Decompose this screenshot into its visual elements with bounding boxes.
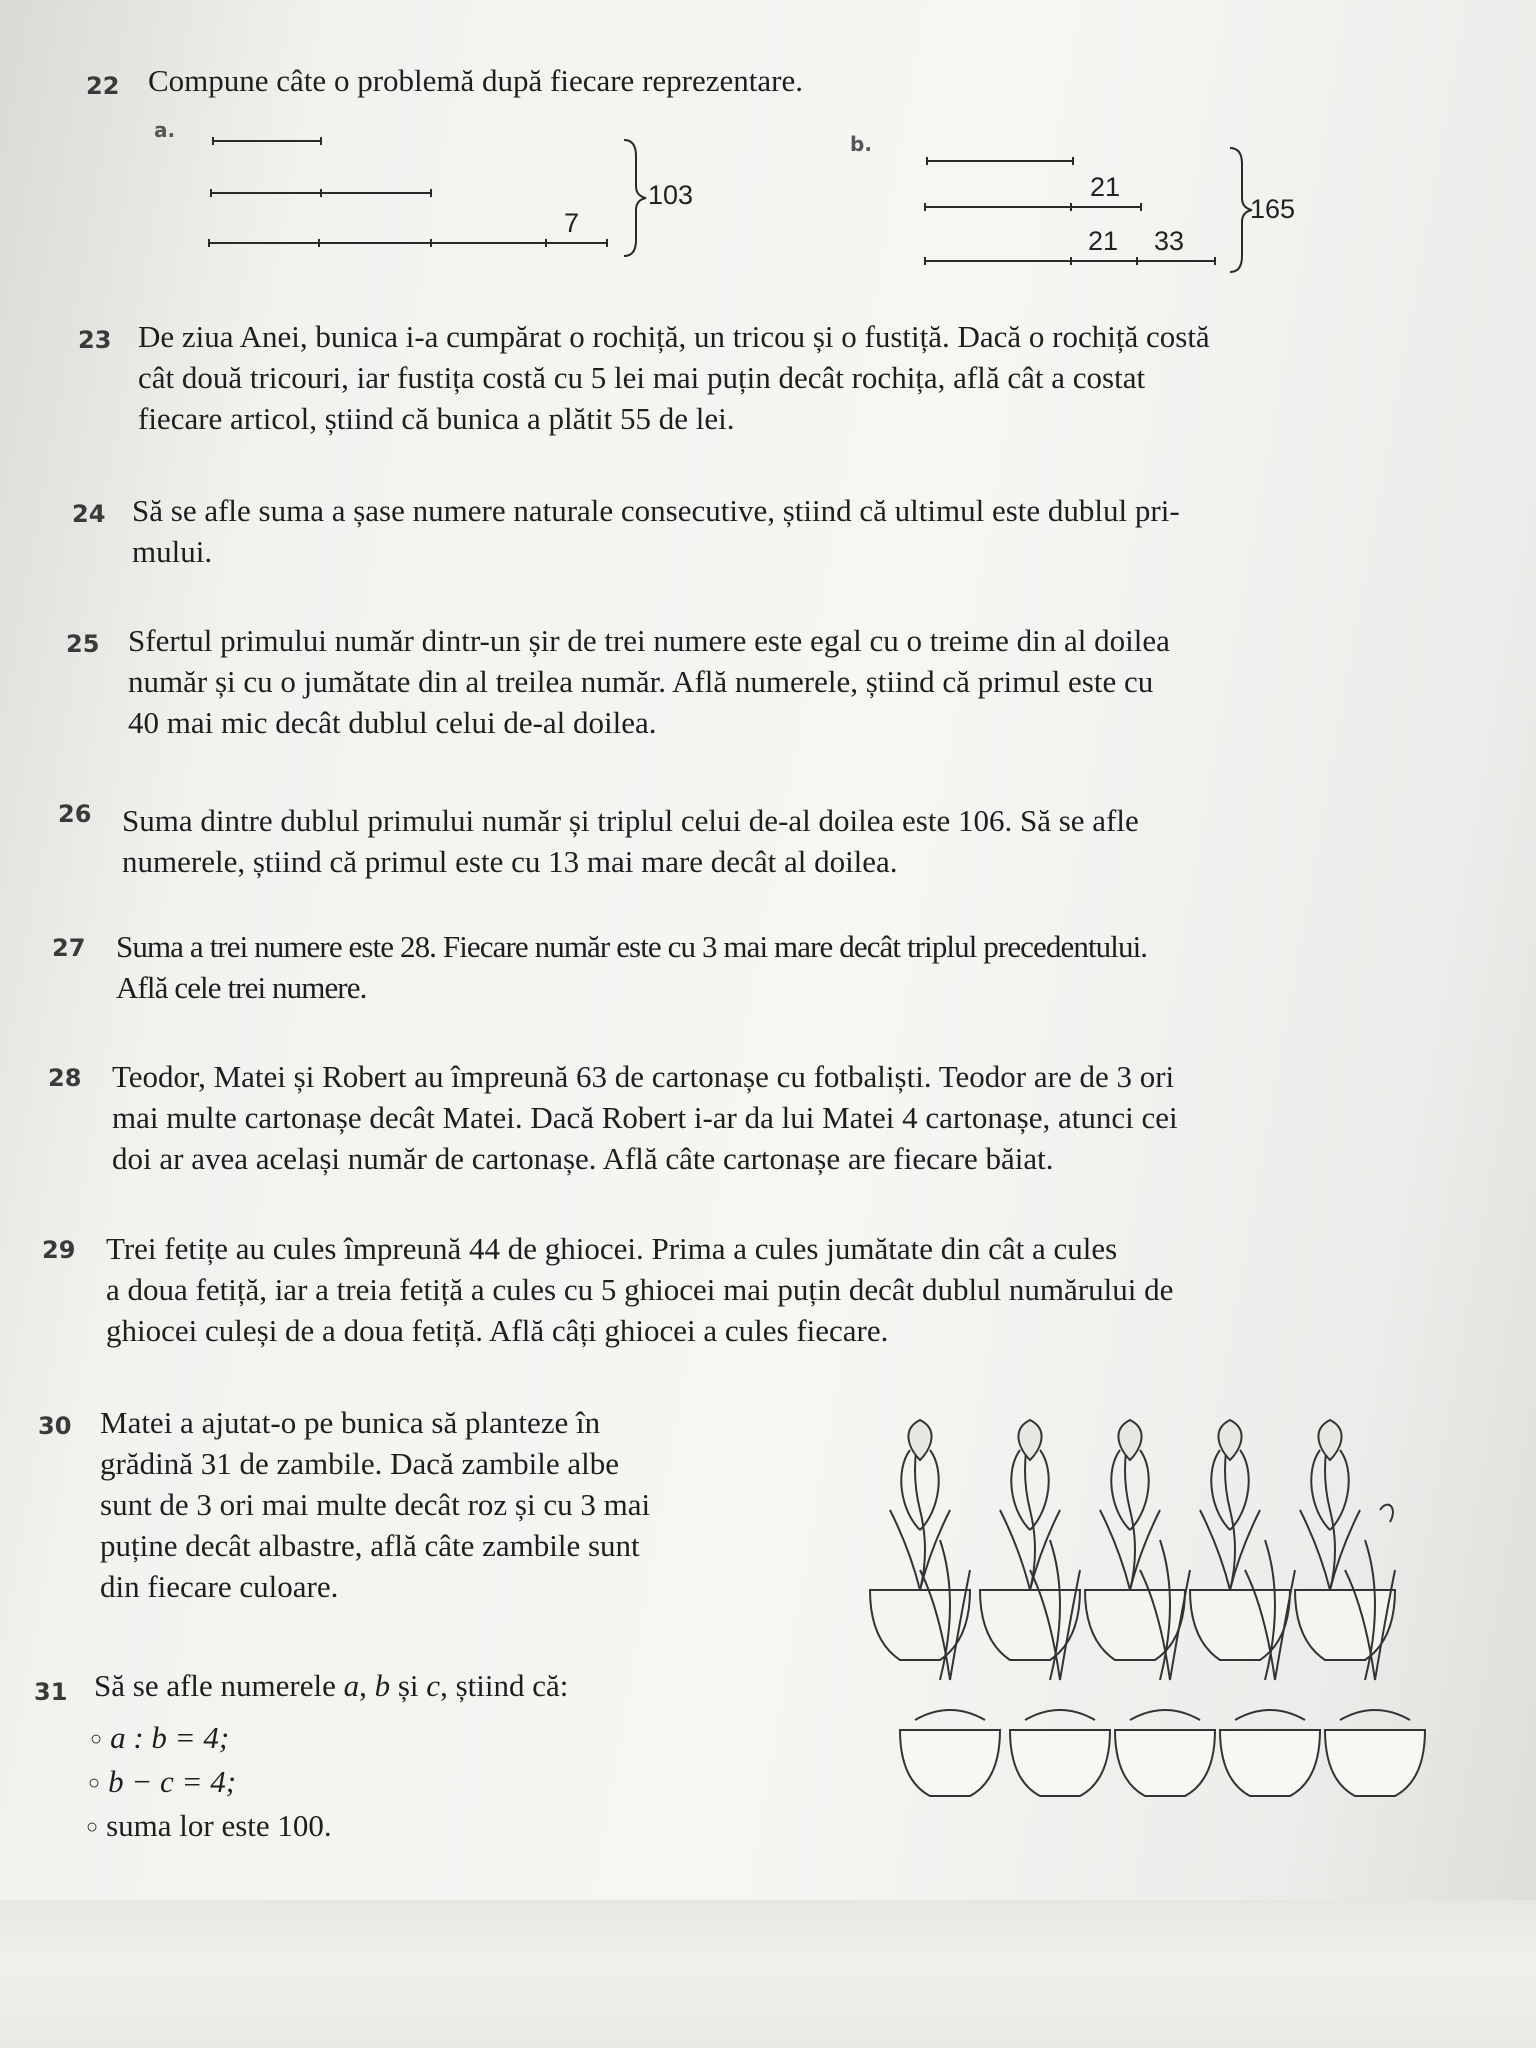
problem-text-line: grădină 31 de zambile. Dacă zambile albe [100,1446,619,1481]
page-bottom-edge [0,1900,1536,2048]
problem-26-text [122,800,1438,882]
condition-item [86,1808,332,1844]
plant-back-3 [1100,1420,1160,1590]
problem-24-text [132,490,1438,572]
diagram-label: a. [154,118,176,142]
problem-text-line: Compune câte o problemă după fiecare reprezentare. [148,63,803,98]
problem-text-line: cât două tricouri, iar fustița costă cu 5 lei mai puțin decât rochița, află cât a costat [138,360,1146,395]
problem-text-line: sunt de 3 ori mai multe decât roz și cu 3 mai [100,1487,651,1522]
problem-31-intro [94,1668,568,1704]
problem-text-line: doi ar avea același număr de cartonașe. Află câte cartonașe are fiecare băiat. [112,1141,1054,1176]
plant-back-4 [1200,1420,1260,1590]
tick [430,239,432,247]
tick [1136,257,1138,265]
problem-text-line: De ziua Anei, bunica i-a cumpărat o rochiță, un tricou și o fustiță. Dacă o rochiță costă [138,319,1210,354]
condition-text: b − c = 4; [108,1764,237,1799]
problem-text-line: Matei a ajutat-o pe bunica să planteze în [100,1405,601,1440]
problem-text-line: Sfertul primului număr dintr-un șir de trei numere este egal cu o treime din al doilea [128,623,1170,658]
intro-text: , [359,1668,375,1703]
plant-back-5 [1300,1420,1393,1590]
tick [208,239,210,247]
segment-bar [212,140,322,142]
plant-back-1 [890,1420,950,1590]
segment-label: 7 [564,208,580,238]
problem-text-line: fiecare articol, știind că bunica a plătit 55 de lei. [138,401,735,436]
diagram-label: b. [850,132,872,156]
segment-bar [926,160,1074,162]
problem-number: 27 [52,934,86,962]
tick [924,203,926,211]
tick [926,157,928,165]
problem-number: 22 [86,72,120,100]
bullet-circle-icon: ○ [86,1816,99,1838]
problem-text-line: număr și cu o jumătate din al treilea număr. Află numerele, știind că primul este cu [128,664,1154,699]
tick [606,239,608,247]
problem-text-line: Află cele trei numere. [116,970,367,1005]
problem-number: 24 [72,500,106,528]
problem-text-line: din fiecare culoare. [100,1569,339,1604]
problem-text-line: Teodor, Matei și Robert au împreună 63 de cartonașe cu fotbaliști. Teodor are de 3 ori [112,1059,1175,1094]
segment-bar [208,242,608,244]
problem-text-line: Suma a trei numere este 28. Fiecare număr este cu 3 mai mare decât triplul precedentului. [116,929,1148,964]
condition-item [90,1720,229,1756]
problem-28-text [112,1056,1432,1179]
bullet-circle-icon: ○ [88,1772,101,1794]
problem-number: 28 [48,1064,82,1092]
tick [1070,203,1072,211]
problem-number: 23 [78,326,112,354]
tick [1072,157,1074,165]
problem-25-text [128,620,1440,743]
segment-label: 21 [1088,226,1119,256]
tick [924,257,926,265]
variable-c: c [426,1668,441,1703]
problem-text-line: puține decât albastre, află câte zambile sunt [100,1528,640,1563]
tick [320,137,322,145]
tick [1070,257,1072,265]
problem-text-line: 40 mai mic decât dublul celui de-al doilea. [128,705,657,740]
problem-number: 25 [66,630,100,658]
bullet-circle-icon: ○ [90,1728,103,1750]
condition-text: a : b = 4; [110,1720,230,1755]
problem-number: 30 [38,1412,72,1440]
problem-number: 29 [42,1236,76,1264]
problem-29-text [106,1228,1430,1351]
problem-27-text [116,926,1442,1008]
tick [212,137,214,145]
total-label: 103 [648,180,694,210]
tick [430,189,432,197]
segment-label: 21 [1090,172,1121,202]
problem-23-text [138,316,1444,439]
problem-text-line: Să se afle suma a șase numere naturale consecutive, știind că ultimul este dublul pri- [132,493,1180,528]
tick [1140,203,1142,211]
tick [210,189,212,197]
curly-brace-icon [620,138,650,258]
problem-text-line: mai multe cartonașe decât Matei. Dacă Robert i-ar da lui Matei 4 cartonașe, atunci cei [112,1100,1178,1135]
problem-text-line: mului. [132,534,213,569]
problem-30-text [100,1402,816,1607]
variable-b: b [374,1668,391,1703]
intro-text: și [390,1668,427,1703]
tick [318,239,320,247]
problem-text-line: Suma dintre dublul primului număr și triplul celui de-al doilea este 106. Să se afle [122,803,1139,838]
condition-item [88,1764,236,1800]
total-label: 165 [1250,194,1296,224]
problem-number: 31 [34,1678,68,1706]
problem-text-line: numerele, știind că primul este cu 13 mai mare decât al doilea. [122,844,898,879]
plant-back-2 [1000,1420,1060,1590]
problem-text-line: Trei fetițe au cules împreună 44 de ghiocei. Prima a cules jumătate din cât a cules [106,1231,1118,1266]
intro-text: , știind că: [440,1668,569,1703]
problem-text-line: a doua fetiță, iar a treia fetiță a cules cu 5 ghiocei mai puțin decât dublul numărului de [106,1272,1174,1307]
tick [545,239,547,247]
problem-text-line: ghiocei culeși de a doua fetiță. Află câți ghiocei a cules fiecare. [106,1313,889,1348]
variable-a: a [343,1668,360,1703]
tick [1214,257,1216,265]
segment-bar [924,206,1142,208]
tick [320,189,322,197]
problem-22-text [148,60,1048,101]
condition-text: suma lor este 100. [106,1808,332,1843]
problem-number: 26 [58,800,92,828]
segment-label: 33 [1154,226,1185,256]
intro-text: Să se afle numerele [94,1668,344,1703]
hyacinth-pots-illustration [860,1390,1440,1810]
